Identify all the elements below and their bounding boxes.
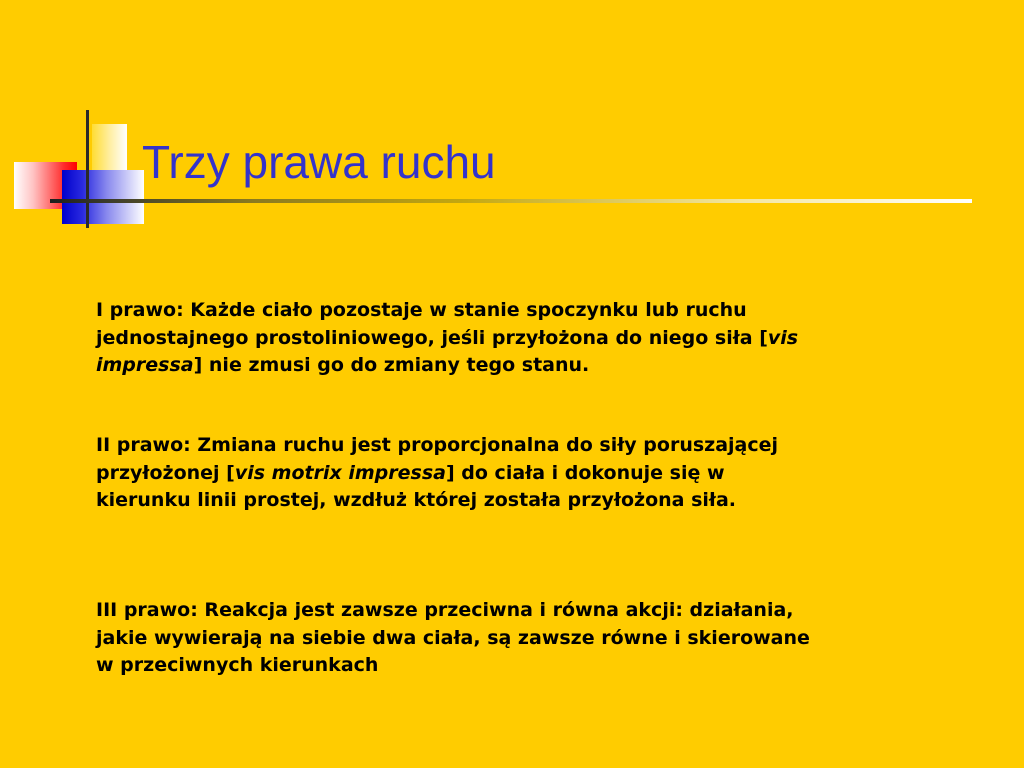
second-law-paragraph xyxy=(96,432,816,515)
first-law-text: I prawo: Każde ciało pozostaje w stanie spoczynku lub ruchu jednostajnego prostoliniowego, jeśli przyłożona do niego siła [ xyxy=(96,299,768,349)
vertical-divider-line xyxy=(86,110,89,228)
first-law-paragraph xyxy=(96,297,816,380)
third-law-paragraph xyxy=(96,597,816,680)
second-law-text: II prawo: Zmiana ruchu jest proporcjonalna do siły poruszającej przyłożonej [ xyxy=(96,434,779,484)
title-underline xyxy=(50,199,972,203)
first-law-latin-term: vis impressa xyxy=(96,326,799,376)
second-law-text-end: ] do ciała i dokonuje się w kierunku linii prostej, wzdłuż której została przyłożona siła. xyxy=(96,461,737,511)
yellow-gradient-square xyxy=(92,124,127,172)
second-law-latin-term: vis motrix impressa xyxy=(234,461,446,484)
third-law-text: III prawo: Reakcja jest zawsze przeciwna i równa akcji: działania, jakie wywierają na siebie dwa ciała, są zawsze równe i skierowane w przeciwnych kierunkach xyxy=(96,599,810,676)
first-law-text-end: ] nie zmusi go do zmiany tego stanu. xyxy=(193,354,590,376)
slide-title: Trzy prawa ruchu xyxy=(142,136,496,188)
blue-gradient-square xyxy=(62,170,144,224)
